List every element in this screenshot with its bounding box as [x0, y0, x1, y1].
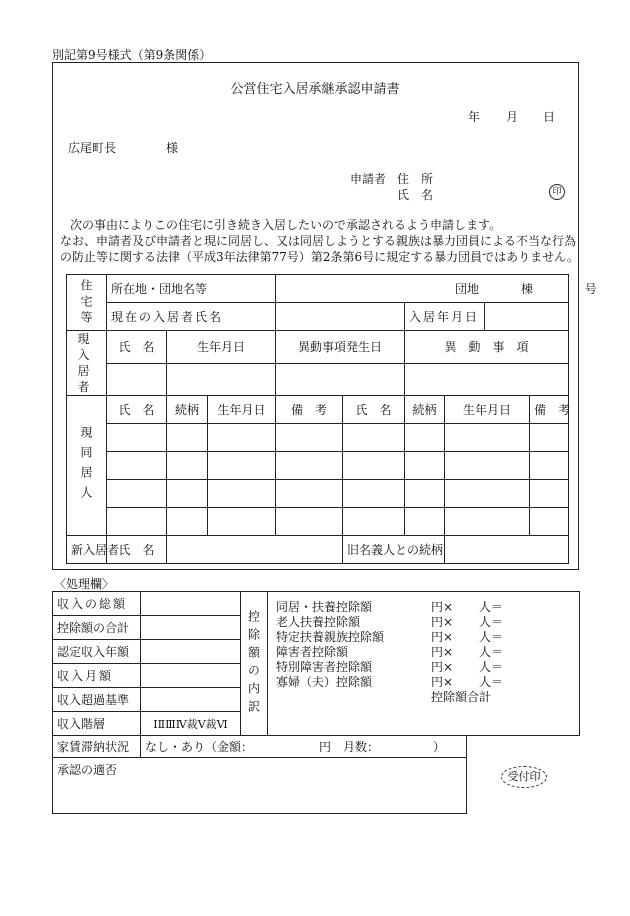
cell[interactable] [107, 424, 167, 452]
date-day: 日 [543, 110, 556, 124]
cohab-col-remarks-1: 備 考 [276, 396, 343, 424]
paragraph-2-line-1: なお、申請者及び申請者と現に同居し、又は同居しようとする親族は暴力団員による不当な行為 [60, 234, 577, 248]
receipt-stamp: 受付印 [501, 766, 547, 788]
applicant-label: 申請者 [350, 172, 387, 186]
deduction-total-row [276, 690, 575, 705]
deduction-item: 障害者控除額 [276, 645, 349, 659]
certified-income-field[interactable] [141, 640, 241, 664]
person-eq: 人＝ [479, 630, 504, 644]
cell[interactable] [208, 424, 276, 452]
gou-label: 号 [584, 282, 597, 296]
current-resident-change-input[interactable] [405, 363, 569, 396]
col-name: 氏 名 [107, 331, 167, 364]
approval-box[interactable] [53, 758, 467, 814]
current-resident-name-input[interactable] [107, 363, 167, 396]
excess-standard-label: 収入超過基準 [53, 688, 141, 712]
form-title: 公営住宅入居承継承認申請書 [230, 82, 400, 97]
cell[interactable] [208, 452, 276, 480]
old-relation-field[interactable] [445, 536, 569, 564]
current-resident-label: 現入居者 [67, 331, 107, 396]
yen-x: 円× [431, 645, 454, 659]
cell[interactable] [405, 452, 445, 480]
cell[interactable] [107, 508, 167, 536]
addressee: 広尾町長 [68, 141, 117, 155]
housing-label: 住宅等 [67, 275, 107, 331]
form-number: 別記第9号様式（第9条関係） [52, 48, 212, 62]
current-resident-change-date-input[interactable] [276, 363, 405, 396]
total-income-label: 収入の総額 [53, 592, 141, 616]
excess-standard-field[interactable] [141, 688, 241, 712]
honorific: 様 [166, 141, 179, 155]
approval-label: 承認の適否 [57, 763, 118, 777]
person-eq: 人＝ [479, 675, 504, 689]
deduction-breakdown [268, 592, 580, 736]
date-month: 月 [506, 110, 519, 124]
monthly-income-label: 収入月額 [53, 664, 141, 688]
cohab-col-relation-1: 続柄 [167, 396, 208, 424]
current-resident-name-label: 現在の入居者氏名 [107, 303, 276, 331]
new-resident-label: 新入居者 [67, 536, 107, 564]
income-class-options[interactable]: ⅠⅡⅢⅣ裁Ⅴ裁Ⅵ [141, 712, 241, 736]
new-resident-name-label: 氏 名 [107, 536, 167, 564]
deduction-row [276, 615, 575, 630]
total-deduction-field[interactable] [141, 616, 241, 640]
cell[interactable] [276, 424, 343, 452]
certified-income-label: 認定収入年額 [53, 640, 141, 664]
cell[interactable] [276, 508, 343, 536]
cohab-col-remarks-2: 備 考 [530, 396, 569, 424]
cell[interactable] [276, 480, 343, 508]
tou-label: 棟 [520, 282, 533, 296]
cell[interactable] [405, 480, 445, 508]
cell[interactable] [445, 480, 530, 508]
cell[interactable] [107, 480, 167, 508]
rent-status-value[interactable]: なし・あり（金額： 円 月数： ） [141, 736, 467, 758]
cohabitant-row [67, 452, 569, 480]
person-eq: 人＝ [479, 660, 504, 674]
cell[interactable] [445, 424, 530, 452]
cohab-col-birth-2: 生年月日 [445, 396, 530, 424]
seal-mark: 印 [549, 184, 565, 200]
person-eq: 人＝ [479, 615, 504, 629]
deduction-row [276, 675, 575, 690]
old-relation-label: 旧名義人との続柄 [343, 536, 445, 564]
deduction-total-label: 控除額合計 [431, 690, 492, 704]
cell[interactable] [167, 424, 208, 452]
cell[interactable] [445, 508, 530, 536]
cell[interactable] [208, 480, 276, 508]
danchi-label: 団地 [455, 282, 480, 296]
cohabitant-row [67, 480, 569, 508]
new-resident-name-field[interactable] [167, 536, 343, 564]
move-in-date-label: 入居年月日 [405, 303, 485, 331]
deduction-item: 特別障害者控除額 [276, 660, 373, 674]
current-resident-birth-input[interactable] [167, 363, 276, 396]
location-cell [276, 275, 597, 303]
deduction-item: 老人扶養控除額 [276, 615, 361, 629]
person-eq: 人＝ [479, 645, 504, 659]
cohab-col-name-1: 氏 名 [107, 396, 167, 424]
col-change: 異 動 事 項 [405, 331, 569, 364]
col-birth: 生年月日 [167, 331, 276, 364]
total-income-field[interactable] [141, 592, 241, 616]
cell[interactable] [167, 452, 208, 480]
cell[interactable] [530, 508, 569, 536]
monthly-income-field[interactable] [141, 664, 241, 688]
cohab-col-relation-2: 続柄 [405, 396, 445, 424]
yen-x: 円× [431, 660, 454, 674]
cell[interactable] [276, 452, 343, 480]
location-label: 所在地・団地名等 [107, 275, 276, 303]
cell[interactable] [445, 452, 530, 480]
income-class-label: 収入階層 [53, 712, 141, 736]
cell[interactable] [405, 508, 445, 536]
cohab-col-birth-1: 生年月日 [208, 396, 276, 424]
cell[interactable] [343, 424, 405, 452]
deduction-item: 寡婦（夫）控除額 [276, 675, 373, 689]
yen-x: 円× [431, 630, 454, 644]
col-change-date: 異動事項発生日 [276, 331, 405, 364]
cell[interactable] [343, 508, 405, 536]
cell[interactable] [167, 480, 208, 508]
deduction-item: 同居・扶養控除額 [276, 600, 373, 614]
resident-table [66, 274, 597, 564]
cell[interactable] [530, 452, 569, 480]
yen-x: 円× [431, 615, 454, 629]
deduction-item: 特定扶養親族控除額 [276, 630, 385, 644]
processing-label: 〈処理欄〉 [54, 577, 115, 591]
date-year: 年 [468, 110, 481, 124]
cohabitant-label: 現同居人 [67, 396, 107, 536]
yen-x: 円× [431, 675, 454, 689]
deduction-row [276, 645, 575, 660]
deduction-row [276, 630, 575, 645]
deduction-row [276, 600, 575, 615]
cell[interactable] [107, 452, 167, 480]
current-resident-name-field[interactable] [276, 303, 405, 331]
rent-status-label: 家賃滞納状況 [53, 736, 141, 758]
person-eq: 人＝ [479, 600, 504, 614]
cell[interactable] [405, 424, 445, 452]
address-label: 住 所 [397, 172, 434, 186]
processing-table [52, 591, 580, 814]
cell[interactable] [530, 480, 569, 508]
paragraph-2-line-2: の防止等に関する法律（平成3年法律第77号）第2条第6号に規定する暴力団員ではありません。 [60, 250, 579, 264]
name-label: 氏 名 [397, 188, 434, 202]
cohabitant-row [67, 424, 569, 452]
cell[interactable] [208, 508, 276, 536]
move-in-date-field[interactable] [485, 303, 569, 331]
cell[interactable] [343, 452, 405, 480]
deduction-row [276, 660, 575, 675]
cohab-col-name-2: 氏 名 [343, 396, 405, 424]
cell[interactable] [343, 480, 405, 508]
cohabitant-row [67, 508, 569, 536]
yen-x: 円× [431, 600, 454, 614]
paragraph-1: 次の事由によりこの住宅に引き続き入居したいので承認されるよう申請します。 [70, 218, 502, 232]
deduction-breakdown-label: 控除額の内訳 [241, 592, 268, 736]
cell[interactable] [167, 508, 208, 536]
cell[interactable] [530, 424, 569, 452]
total-deduction-label: 控除額の合計 [53, 616, 141, 640]
